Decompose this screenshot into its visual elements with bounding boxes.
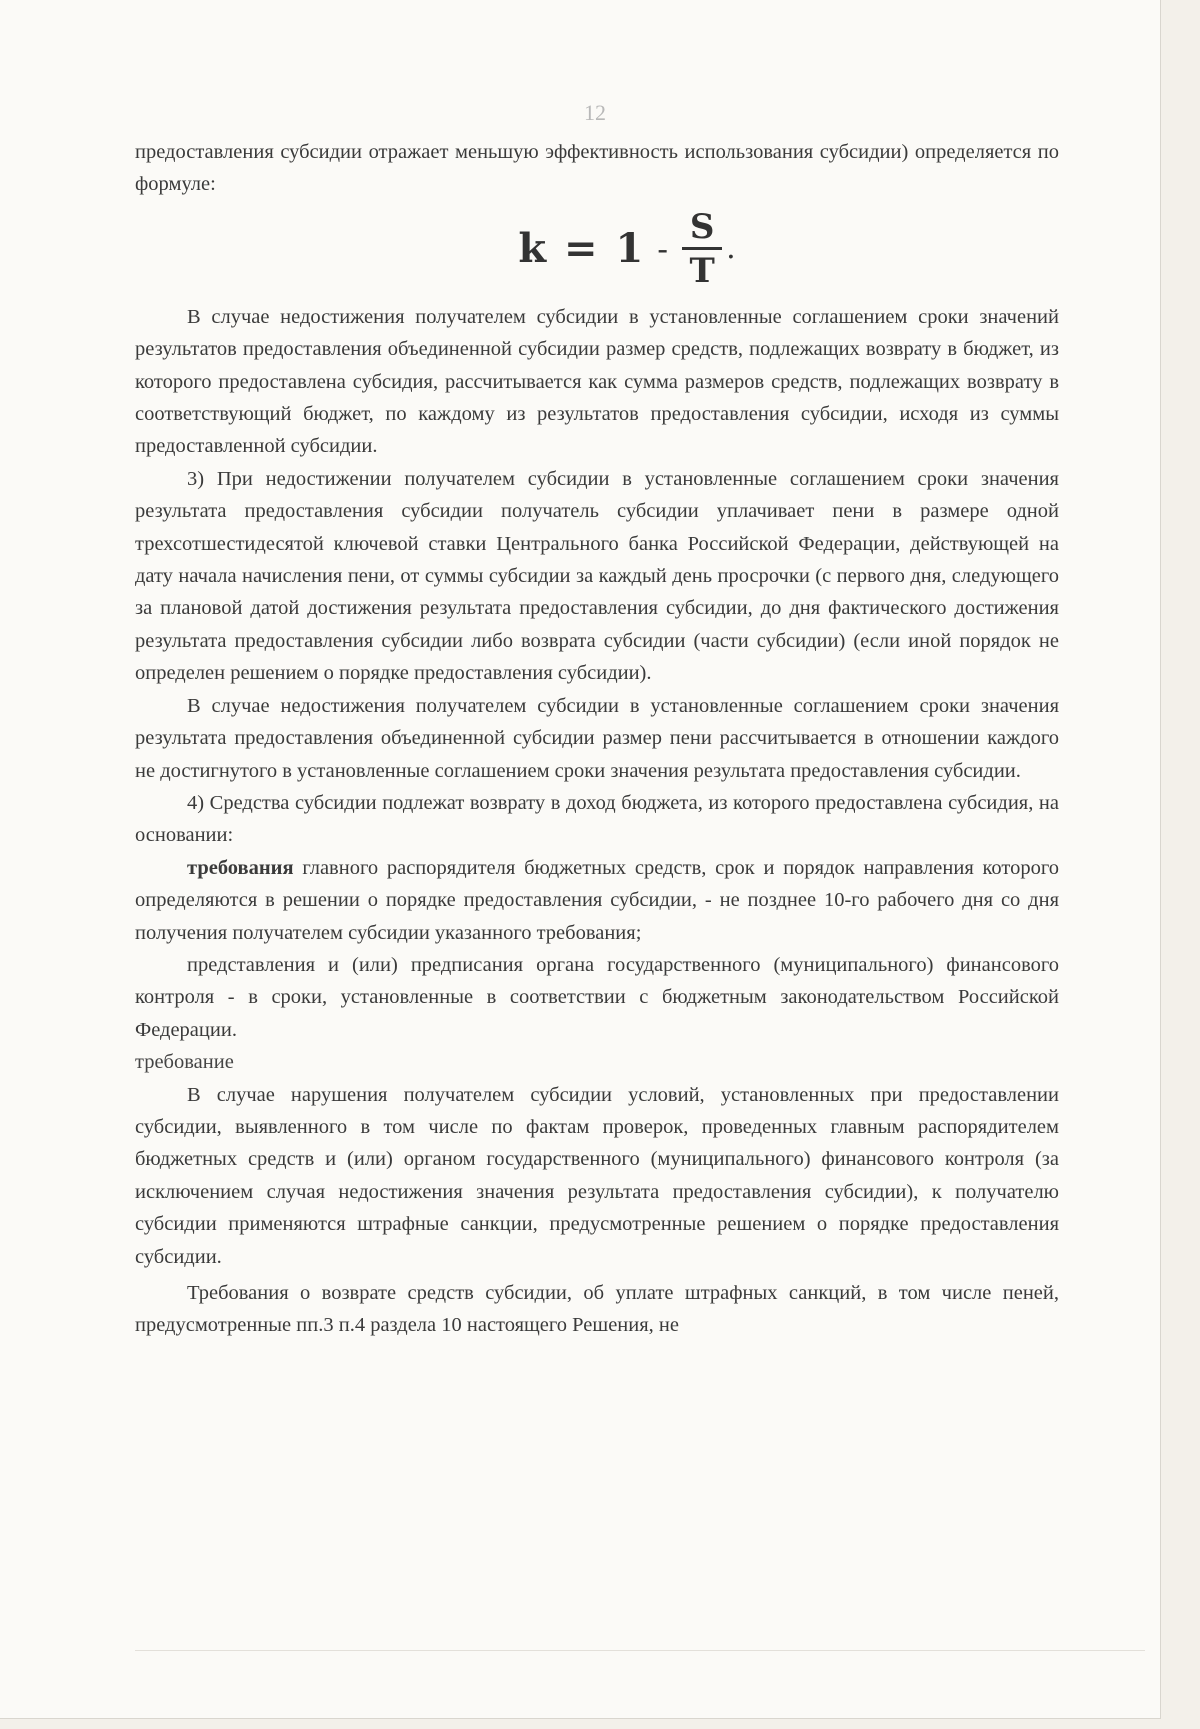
formula-lhs: k = 1 <box>518 224 646 272</box>
paragraph-control: представления и (или) предписания органа государственного (муниципального) финансового контроля - в сроки, установленные в соответствии с бюджетным законодательством Российской Федерации. <box>135 953 1059 1041</box>
formula-operator: - <box>657 229 669 268</box>
demand-lead: требования <box>187 856 294 879</box>
paragraph-violation: В случае нарушения получателем субсидии условий, установленных при предоставлении субсидии, выявленного в том числе по фактам проверок, проведенных главным распорядителем бюджетных средств и (или) органом государственного (муниципального) финансового контроля (за исключением случая недостижения значения результата предоставления субсидии), к получателю субсидии применяются штрафные санкции, предусмотренные решением о порядке предоставления субсидии. <box>135 1083 1059 1268</box>
formula-end: . <box>726 230 736 266</box>
demand-text: главного распорядителя бюджетных средств, срок и порядок направления которого определяются в решении о порядке предоставления субсидии, - не позднее 10-го рабочего дня со дня получения получателем субсидии указанного требования; <box>135 856 1059 944</box>
formula <box>135 201 1059 297</box>
formula-numerator: S <box>689 206 715 247</box>
paragraph-objective-refund: В случае недостижения получателем субсидии в установленные соглашением сроки значений результатов предоставления объединенной субсидии размер средств, подлежащих возврату в бюджет, из которого предоставлена субсидия, рассчитывается как сумма размеров средств, подлежащих возврату в соответствующий бюджет, по каждому из результатов предоставления субсидии, исходя из суммы предоставленной субсидии. <box>135 305 1059 458</box>
fraction-bar <box>682 247 722 250</box>
formula-denominator: T <box>689 250 715 291</box>
paragraph-refund-4: 4) Средства субсидии подлежат возврату в доход бюджета, из которого предоставлена субсидия, на основании: <box>135 791 1059 847</box>
paragraph-penalty-3: 3) При недостижении получателем субсидии в установленные соглашением сроки значения результата предоставления субсидии получатель субсидии уплачивает пени в размере одной трехсотшестидесятой ключевой ставки Центрального банка Российской Федерации, действующей на дату начала начисления пени, от суммы субсидии за каждый день просрочки (с первого дня, следующего за плановой датой достижения результата предоставления субсидии, до дня фактического достижения результата предоставления субсидии либо возврата субсидии (части субсидии) (если иной порядок не определен решением о порядке предоставления субсидии). <box>135 467 1059 685</box>
bottom-rule <box>135 1650 1145 1651</box>
page-number: 12 <box>584 100 606 125</box>
formula-fraction <box>682 208 722 290</box>
short-word: требование <box>135 1051 234 1074</box>
paragraph-last: Требования о возврате средств субсидии, об уплате штрафных санкций, в том числе пеней, предусмотренные пп.3 п.4 раздела 10 настоящего Решения, не <box>135 1282 1059 1337</box>
intro-paragraph: предоставления субсидии отражает меньшую эффективность использования субсидии) определяется по формуле: <box>135 141 1059 196</box>
paragraph-demand <box>135 852 1059 949</box>
paragraph-penalty-combined: В случае недостижения получателем субсидии в установленные соглашением сроки значения результата предоставления объединенной субсидии размер пени рассчитывается в отношении каждого не достигнутого в установленные соглашением сроки значения результата предоставления субсидии. <box>135 694 1059 782</box>
document-body <box>135 136 1059 1342</box>
